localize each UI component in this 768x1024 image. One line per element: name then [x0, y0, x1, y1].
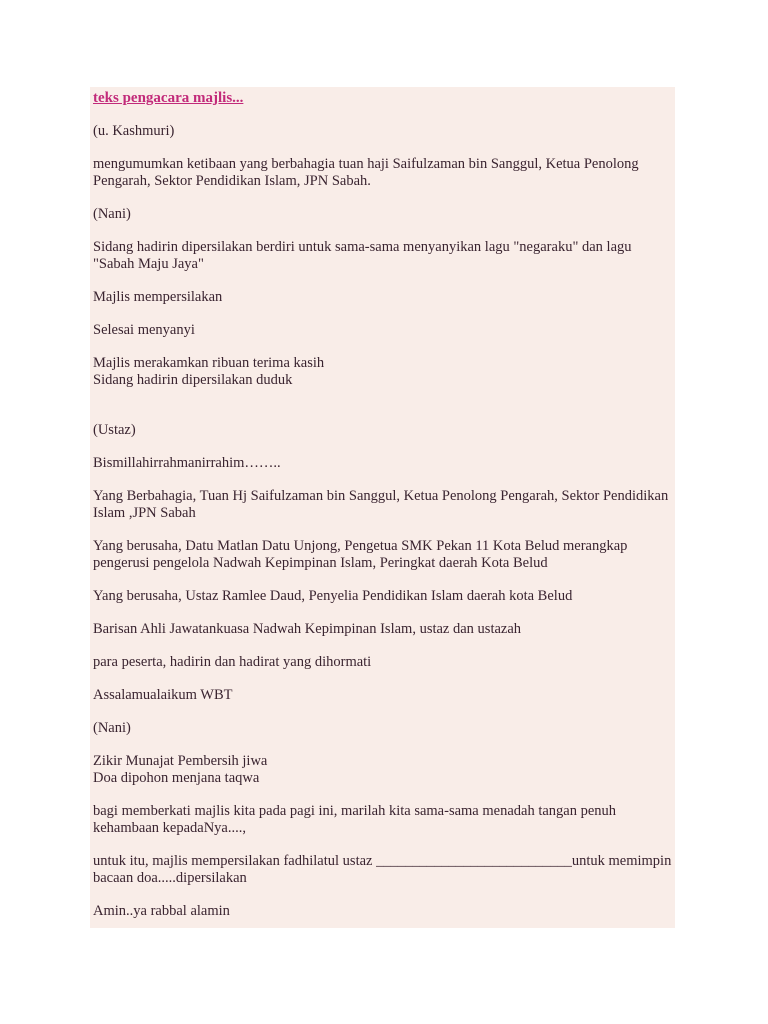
- paragraph: Barisan Ahli Jawatankuasa Nadwah Kepimpinan Islam, ustaz dan ustazah: [93, 621, 522, 637]
- speaker-label: (Nani): [93, 720, 131, 736]
- paragraph: Majlis merakamkan ribuan terima kasih Sidang hadirin dipersilakan duduk: [93, 355, 325, 388]
- document-title-link[interactable]: teks pengacara majlis...: [93, 90, 244, 106]
- paragraph: Bismillahirrahmanirrahim……..: [93, 455, 281, 471]
- paragraph: para peserta, hadirin dan hadirat yang dihormati: [93, 654, 372, 670]
- paragraph: Yang berusaha, Ustaz Ramlee Daud, Penyelia Pendidikan Islam daerah kota Belud: [93, 588, 573, 604]
- paragraph: Sidang hadirin dipersilakan berdiri untuk sama-sama menyanyikan lagu "negaraku" dan lagu "Sabah Maju Jaya": [93, 239, 632, 272]
- paragraph: Majlis mempersilakan: [93, 289, 223, 305]
- paragraph: bagi memberkati majlis kita pada pagi ini, marilah kita sama-sama menadah tangan penuh kehambaan kepadaNya....,: [93, 803, 617, 836]
- paragraph: Yang Berbahagia, Tuan Hj Saifulzaman bin Sanggul, Ketua Penolong Pengarah, Sektor Pendidikan Islam ,JPN Sabah: [93, 488, 669, 521]
- paragraph: Yang berusaha, Datu Matlan Datu Unjong, Pengetua SMK Pekan 11 Kota Belud merangkap pengerusi pengelola Nadwah Kepimpinan Islam, Peringkat daerah Kota Belud: [93, 538, 628, 571]
- paragraph: Selesai menyanyi: [93, 322, 195, 338]
- document-body: [90, 87, 675, 928]
- paragraph: mengumumkan ketibaan yang berbahagia tuan haji Saifulzaman bin Sanggul, Ketua Penolong Pengarah, Sektor Pendidikan Islam, JPN Sabah.: [93, 156, 639, 189]
- paragraph: Assalamualaikum WBT: [93, 687, 233, 703]
- paragraph: Amin..ya rabbal alamin: [93, 903, 230, 919]
- speaker-label: (Nani): [93, 206, 131, 222]
- speaker-label: (Ustaz): [93, 422, 136, 438]
- paragraph: untuk itu, majlis mempersilakan fadhilatul ustaz ___________________________untuk memimpin bacaan doa.....dipersilakan: [93, 853, 672, 886]
- paragraph: Zikir Munajat Pembersih jiwa Doa dipohon menjana taqwa: [93, 753, 268, 786]
- speaker-label: (u. Kashmuri): [93, 123, 175, 139]
